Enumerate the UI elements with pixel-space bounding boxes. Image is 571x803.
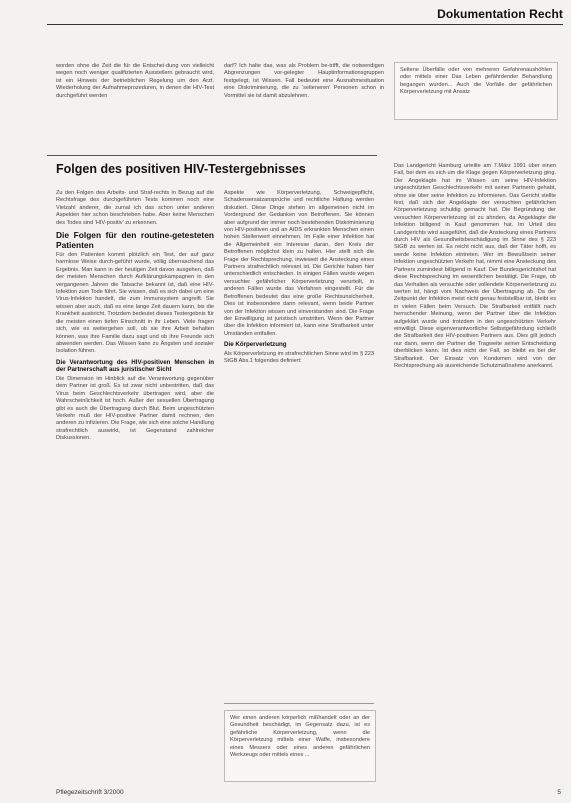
heading-routine-patient: Die Folgen für den routine-getesteten Patienten [56, 230, 214, 251]
sidebar-box-text: Seltene Überfälle oder von mehreren Gefahrenaushöhlen oder mittels einer Das Leben gefährdender Behandlung begangen wurden... Auch die Vorfälle der gefährlichen Körperverletzung mit Ansatz [400, 67, 552, 96]
article-title: Folgen des positiven HIV-Testergebnisses [56, 162, 306, 176]
footer-publication: Pflegezeitschrift 3/2000 [56, 789, 124, 796]
quote-box [224, 710, 376, 782]
section-title: Dokumentation Recht [437, 7, 563, 21]
heading-bodily-harm: Die Körperverletzung [224, 341, 287, 349]
article-col2b-body: Als Körperverletzung im strafrechtlichen Sinne wird im § 223 StGB Abs.1 folgendes definiert: [224, 350, 374, 365]
article-intro: Zu den Folgen des Arbeits- und Straf-rechts in Bezug auf die Rechtsfrage des durchgeführten Tests kommen noch eine Vielzahl anderer, die zumal ich das schon unter anderen Aspekten hier schon beschrieben habe. Aber keine Menschen des Todes sind 'HIV-positiv' zu erkennen. [56, 190, 214, 226]
quote-text: Wer einen anderen körperlich mißhandelt oder an der Gesundheit beschädigt, im Gegensatz dazu, ist es gefährliche Körperverletzung, wenn die Körperverletzung mittels einer Waffe, insbesondere eines Messers oder eines anderen gefährlichen Werkzeugs oder mittels eines ... [230, 715, 370, 759]
header-rule [47, 24, 563, 25]
article-rule [47, 155, 377, 156]
top-column-2: darf? Ich halte das, was als Problem be-trifft, die notwendigen Abgrenzungen vor-gelegter Hauptinformationsgruppen festgelegt, ist Wissen. Fall bedeutet eine Ausnahmesituation eine Diskriminierung, die zu 'selteneren' Personen schon in Vormittel sie ist damit abzulehnen. [224, 63, 384, 99]
article-col1-body: Für den Patienten kommt plötzlich ein Test, der auf ganz harmlose Weise durch-geführt wurde, völlig überraschend das Ergebnis. Man kann in der heutigen Zeit davon ausgehen, daß der meisten Menschen durch Aufklärungskampagnen in den vergangenen Jahren die Tatsache bekannt ist, daß eine HIV-Infektion zum Tode führt. Sie wissen, daß es sich dabei um eine Virus-Infektion handelt, die zum Immunsystem angreift. Sie wissen aber auch, daß es eine lange Zeit dauern kann, bis die Krankheit ausbricht. Trotzdem bedeutet dieses Testergebnis für die meisten einen tiefen Einschnitt in ihr Leben. Viele fragen sich, wie es weitergehen soll, ob sie ihre Arbeit behalten können, was ihre Familie dazu sagt und ob ihre Freunde sich abwenden werden. Das Wissen kann zu Ängsten und sozialer Isolation führen. [56, 252, 214, 355]
heading-responsibility: Die Verantwortung des HIV-positiven Menschen in der Partnerschaft aus juristischer Sicht [56, 358, 214, 374]
article-col1b-body: Die Dimension im Hinblick auf die Verantwortung gegenüber dem Partner ist groß. Es ist zwar nicht unbestritten, daß das Virus beim Geschlechtsverkehr übertragen wird, aber die Wahrscheinlichkeit ist hoch. Außer der sexuellen Übertragung gibt es auch die Übertragung durch Blut. Beim ungeschützten Verkehr muß der HIV-positive Partner damit rechnen, den anderen zu infizieren. Die Frage, wie sich eine solche Handlung strafrechtlich auswirkt, ist Gegenstand zahlreicher Diskussionen. [56, 375, 214, 442]
article-column-2 [224, 190, 374, 700]
article-column-1 [56, 190, 214, 780]
article-column-3: Das Landgericht Hamburg urteilte am 7.März 1991 über einen Fall, bei dem es sich um die Klage gegen Körperverletzung ging. Der Angeklagte hat im Wissen um seine HIV-Infektion ungeschützten Geschlechtsverkehr mit seiner Partnerin gehabt, ohne sie über seine Infektion zu informieren. Das Gericht stellte fest, daß sich der Angeklagte der versuchten gefährlichen Körperverletzung schuldig gemacht hat. Die Begründung der versuchten Körperverletzung ist zu ahnden, da Angeklagte die Infektion billigend in Kauf genommen hat. Im Urteil des Landgerichts wird ausgeführt, daß die Ansteckung eines Partners durch HIV als Gesundheitsbeschädigung im Sinne des § 223 StGB zu werten ist. Es reicht nicht aus, daß der Täter hofft, es werde keine Infektion eintreten. Wer im Bewußtsein seiner Infektion ungeschützten Verkehr hat, nimmt eine Ansteckung des Partners zumindest billigend in Kauf. Der Bundesgerichtshof hat diese Rechtsprechung im wesentlichen bestätigt. Die Frage, ob das Verhalten als versuchte oder vollendete Körperverletzung zu werten ist, hängt vom Nachweis der Übertragung ab. Da der Zeitpunkt der Infektion meist nicht genau feststellbar ist, bleibt es in vielen Fällen beim Versuch. Die Strafbarkeit entfällt nach herrschender Meinung, wenn der Partner über die Infektion aufgeklärt wurde und trotzdem in den ungeschützten Verkehr einwilligt. Diese eigenverantwortliche Selbstgefährdung schließt die Strafbarkeit des HIV-positiven Partners aus. Dies gilt jedoch nur dann, wenn der Partner die Tragweite seiner Entscheidung überblicken kann. Ist dies nicht der Fall, so bleibt es bei der Strafbarkeit. Der Einsatz von Kondomen wird von der Rechtsprechung als ausreichende Schutzmaßnahme anerkannt. [394, 163, 556, 369]
page-number: 5 [557, 789, 561, 796]
top-column-1: worden ohne die Zeit die für die Entschei-dung von vielleicht wegen noch weniger qualifizierten Ausstellern gebraucht wird, ist ein Hinweis der betrieblichen Regelung um den Arzt. Wiederholung der Aufnahmeprozeduren, in denen die HIV-Test durchgeführt werden [56, 63, 214, 99]
sidebar-box [394, 62, 558, 120]
article-col2-body: Aspekte wie Körperverletzung, Schweigepflicht, Schadensersatzansprüche und rechtliche Haftung werden diskutiert. Diese Dinge stehen im allgemeinen nicht im Vordergrund der Gedanken von Betroffenen. Sie können aber aufgrund der immer noch bestehenden Diskriminierung von HIV-positiven und an AIDS erkrankten Menschen einen hohen Stellenwert einnehmen. Im Falle einer Infektion hat die Allgemeinheit ein Interesse daran, den Kreis der Betroffenen möglichst klein zu halten. Hier stellt sich die Frage der Rechtsprechung, inwieweit die Ansteckung eines Partners strafrechtlich relevant ist. Die Gerichte haben hier unterschiedlich entschieden. In einigen Fällen wurde wegen versuchter gefährlicher Körperverletzung verurteilt, in anderen Fällen wurde das Verfahren eingestellt. Für die Betroffenen bedeutet das eine große Rechtsunsicherheit. Dies ist insbesondere dann relevant, wenn beide Partner von der Infektion wissen und einverstanden sind. Die Frage der Einwilligung ist juristisch umstritten. Wenn der Partner über die Infektion informiert ist, kann eine Strafbarkeit unter Umständen entfallen. [224, 190, 374, 337]
quote-rule [224, 703, 374, 704]
